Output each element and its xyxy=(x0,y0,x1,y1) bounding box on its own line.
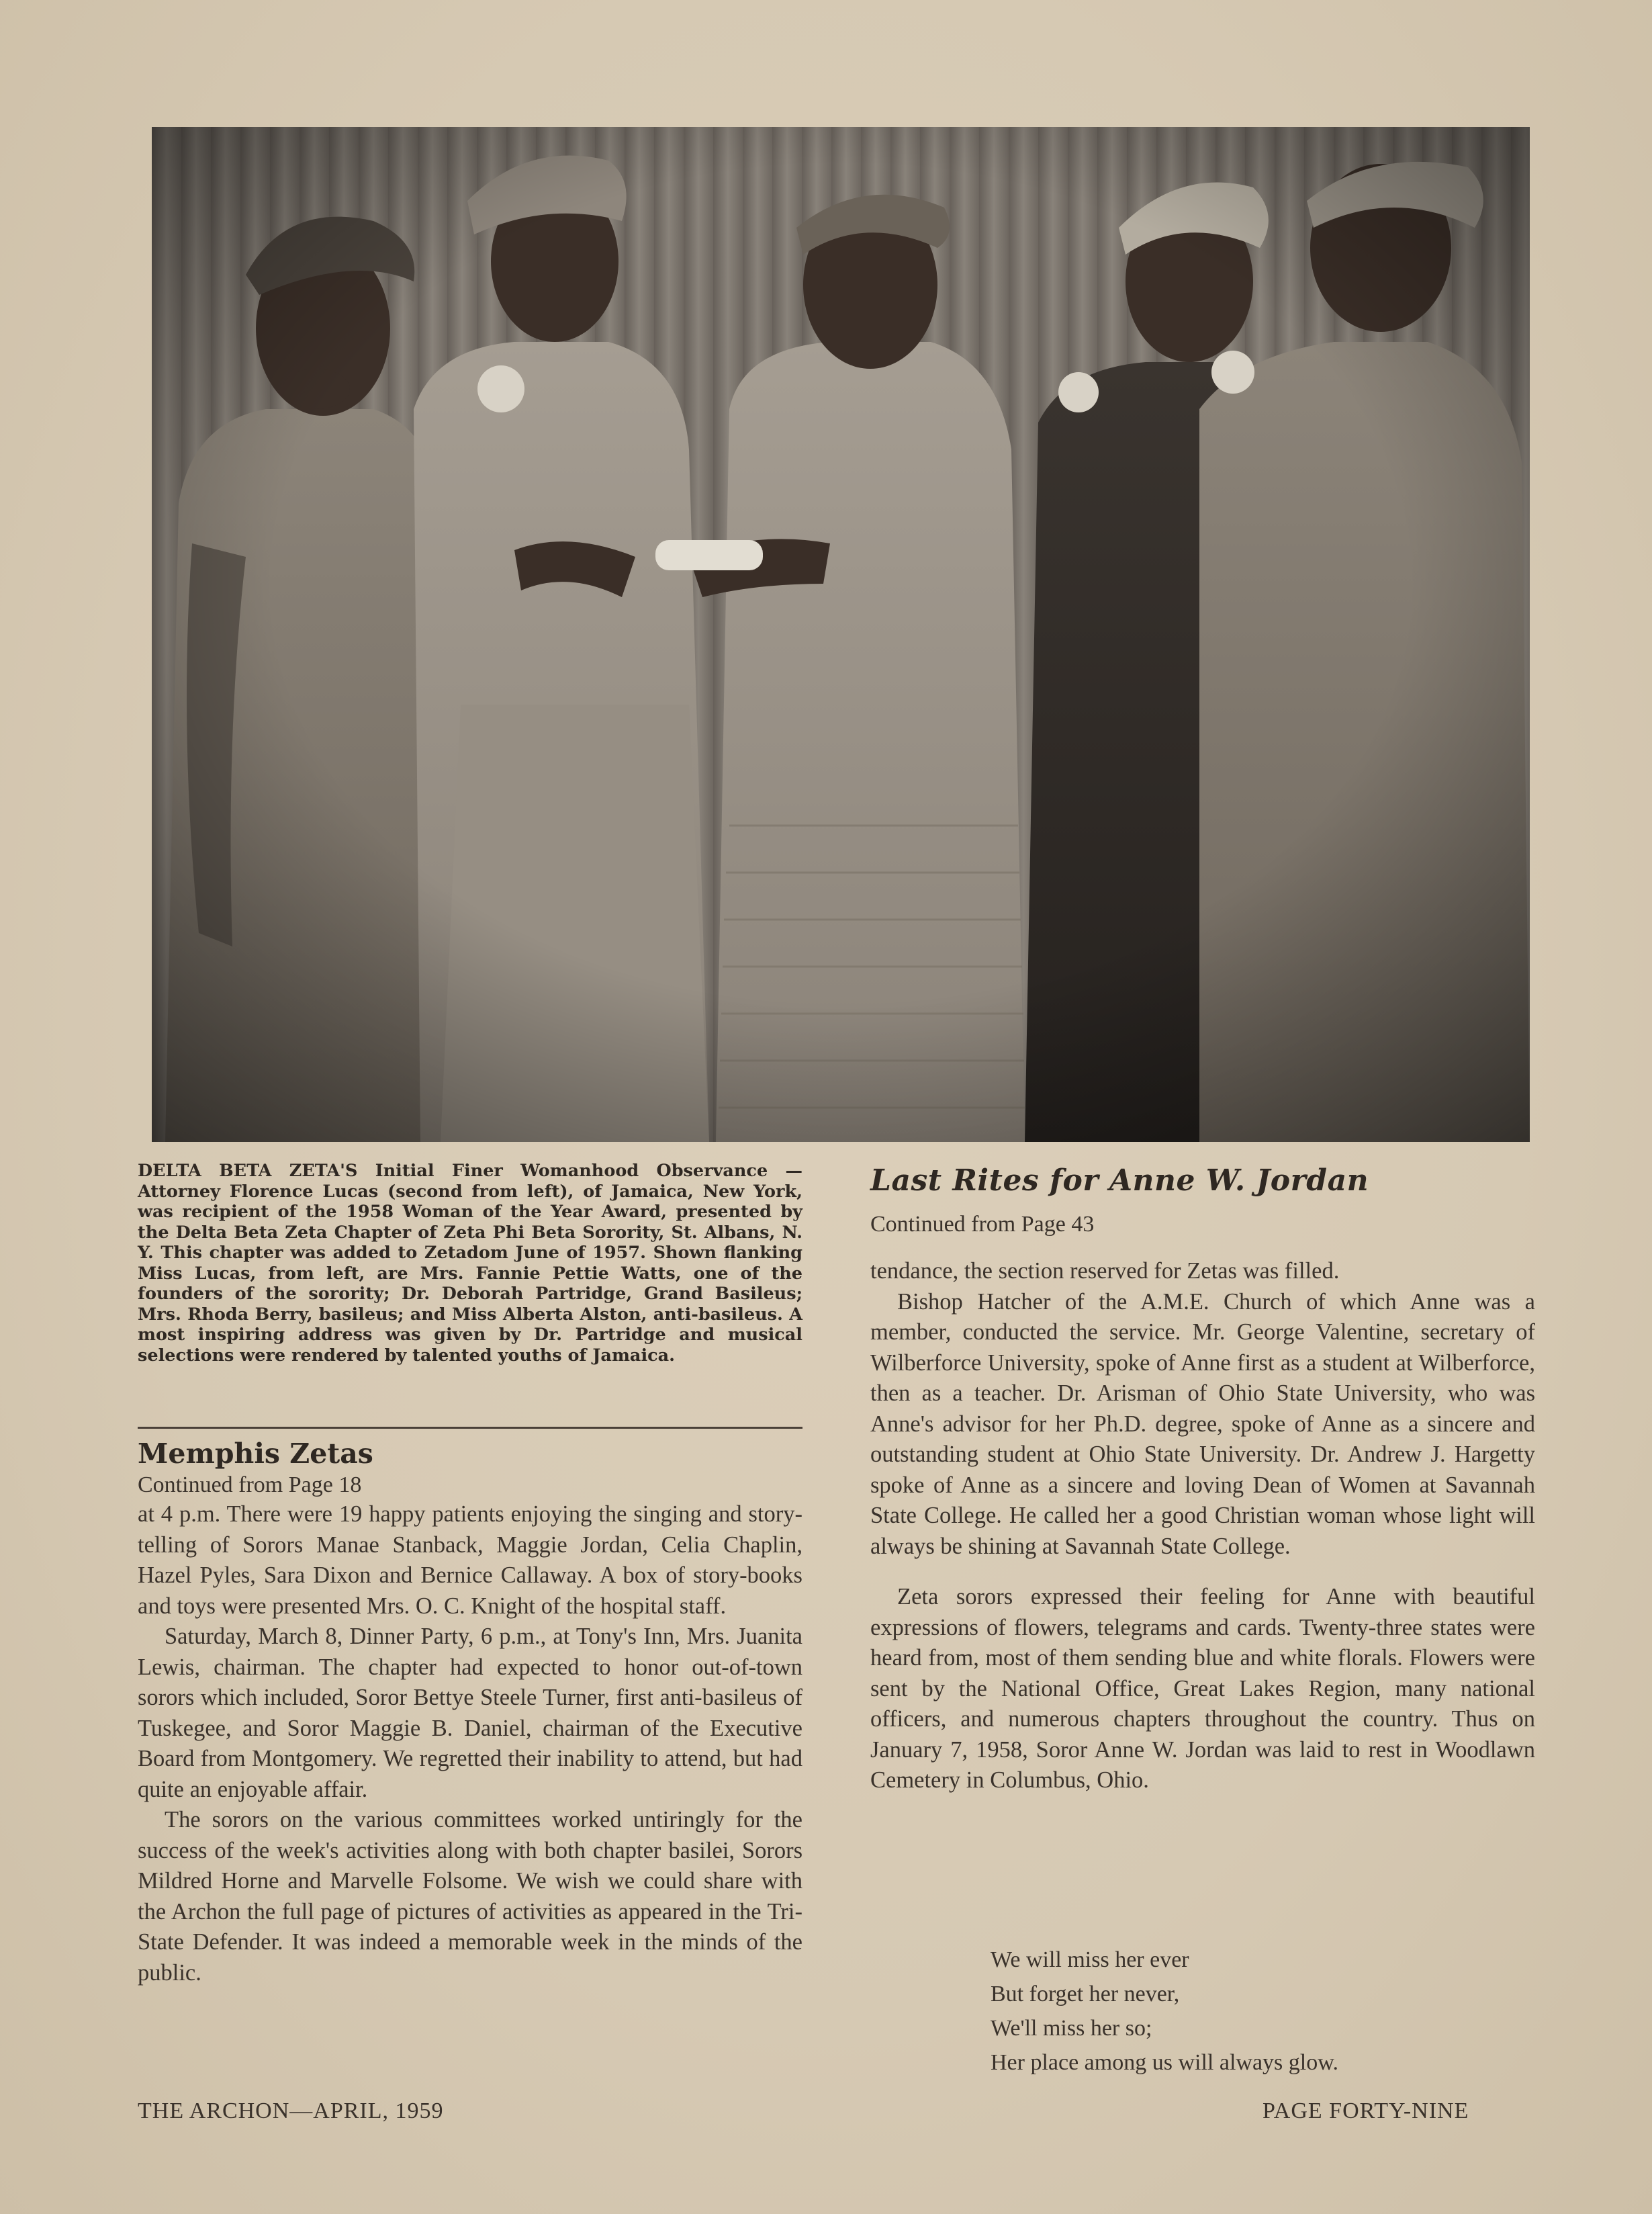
poem-line: Her place among us will always glow. xyxy=(991,2050,1339,2075)
memphis-body xyxy=(138,1499,802,1988)
memphis-article xyxy=(138,1436,802,1988)
poem-line: We'll miss her so; xyxy=(991,2016,1152,2041)
footer-page-number: PAGE FORTY-NINE xyxy=(1263,2098,1469,2123)
memorial-poem xyxy=(991,1943,1338,2080)
jordan-body xyxy=(870,1256,1535,1796)
jordan-headline: Last Rites for Anne W. Jordan xyxy=(870,1163,1369,1198)
memphis-continued: Continued from Page 18 xyxy=(138,1472,362,1497)
caption-divider xyxy=(138,1427,802,1429)
memphis-paragraph-2: Saturday, March 8, Dinner Party, 6 p.m., at Tony's Inn, Mrs. Juanita Lewis, chairman. The chapter had expected to honor out-of-town sorors which included, Soror Bettye Steele Turner, first anti-basileus of Tuskegee, and Soror Maggie B. Daniel, chairman of the Executive Board from Montgomery. We regretted their inability to attend, but had quite an enjoyable affair. xyxy=(138,1624,802,1802)
jordan-article xyxy=(870,1159,1535,1796)
poem-line: But forget her never, xyxy=(991,1982,1180,2006)
jordan-paragraph-2: Bishop Hatcher of the A.M.E. Church of which Anne was a member, conducted the service. Mr. George Valentine, secretary of Wilberforce University, spoke of Anne first as a student at Wilberforce, then as a teacher. Dr. Arisman of Ohio State University, who was Anne's advisor for her Ph.D. degree, spoke of Anne as a sincere and outstanding student at Ohio State University. Dr. Andrew J. Hargetty spoke of Anne as a sincere and loving Dean of Women at Savannah State College. He called her a good Christian woman whose light will always be shining at Savannah State College. xyxy=(870,1288,1535,1559)
jordan-continued: Continued from Page 43 xyxy=(870,1212,1095,1237)
group-photo xyxy=(152,127,1530,1142)
memphis-paragraph-3: The sorors on the various committees worked untiringly for the success of the week's activities along with both chapter basilei, Sorors Mildred Horne and Marvelle Folsome. We wish we could share with the Archon the full page of pictures of activities as appeared in the Tri-State Defender. It was indeed a memorable week in the minds of the public. xyxy=(138,1807,802,1986)
jordan-paragraph-1: tendance, the section reserved for Zetas was filled. xyxy=(870,1258,1340,1284)
footer-publication: THE ARCHON—APRIL, 1959 xyxy=(138,2098,444,2123)
jordan-paragraph-3: Zeta sorors expressed their feeling for Anne with beautiful expressions of flowers, telegrams and cards. Twenty-three states were heard from, most of them sending blue and white florals. Flowers were sent by the National Office, Great Lakes Region, many national officers, and numerous chapters throughout the country. Thus on January 7, 1958, Soror Anne W. Jordan was laid to rest in Woodlawn Cemetery in Columbus, Ohio. xyxy=(870,1584,1535,1793)
paragraph-gap xyxy=(870,1562,1535,1582)
poem-line: We will miss her ever xyxy=(991,1947,1189,1972)
photo-caption: DELTA BETA ZETA'S Initial Finer Womanhood Observance —Attorney Florence Lucas (second from left), of Jamaica, New York, was recipient of the 1958 Woman of the Year Award, presented by the Delta Beta Zeta Chapter of Zeta Phi Beta Sorority, St. Albans, N. Y. This chapter was added to Zetadom June of 1957. Shown flanking Miss Lucas, from left, are Mrs. Fannie Pettie Watts, one of the founders of the sorority; Dr. Deborah Partridge, Grand Basileus; Mrs. Rhoda Berry, basileus; and Miss Alberta Alston, anti-basileus. A most inspiring address was given by Dr. Partridge and musical selections were rendered by talented youths of Jamaica. xyxy=(138,1161,802,1366)
memphis-headline: Memphis Zetas xyxy=(138,1437,373,1470)
memphis-paragraph-1: at 4 p.m. There were 19 happy patients enjoying the singing and story-telling of Sorors Manae Stanback, Maggie Jordan, Celia Chaplin, Hazel Pyles, Sara Dixon and Bernice Callaway. A box of story-books and toys were presented Mrs. O. C. Knight of the hospital staff. xyxy=(138,1501,802,1619)
